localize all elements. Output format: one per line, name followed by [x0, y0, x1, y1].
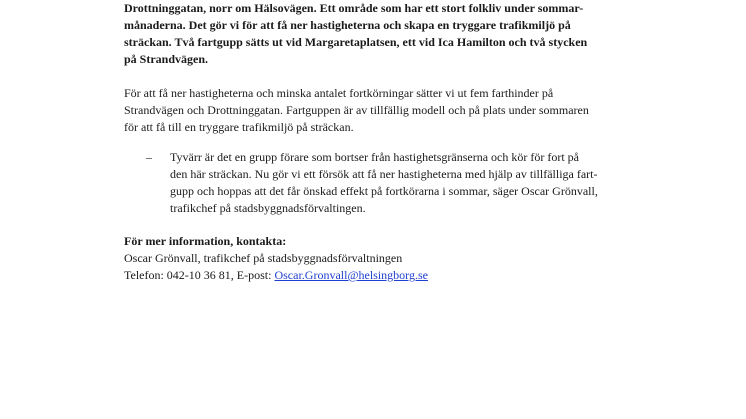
quote-line: Tyvärr är det en grupp förare som bortser från hastighetsgränserna och kör för fort på — [170, 150, 580, 164]
lead-line: Drottninggatan, norr om Hälsovägen. Ett område som har ett stort folkliv under sommar- — [124, 1, 584, 15]
contact-block — [124, 233, 649, 284]
quote-line: trafikchef på stadsbyggnadsförvaltingen. — [170, 201, 366, 215]
body-line: Strandvägen och Drottninggatan. Fartguppen är av tillfällig modell och på plats under sommaren — [124, 103, 589, 117]
quote-text — [170, 149, 650, 217]
lead-line: sträckan. Två fartgupp sätts ut vid Margaretaplatsen, ett vid Ica Hamilton och två stycken — [124, 35, 588, 49]
contact-phone-line — [124, 267, 649, 284]
body-line: för att få till en tryggare trafikmiljö på sträckan. — [124, 120, 354, 134]
quote-line: den här sträckan. Nu gör vi ett försök att få ner hastigheterna med hjälp av tillfälliga fart- — [170, 167, 598, 181]
lead-paragraph — [124, 0, 649, 68]
quote-dash: – — [146, 150, 152, 164]
lead-line: på Strandvägen. — [124, 52, 209, 66]
body-line: För att få ner hastigheterna och minska antalet fortkörningar sätter vi ut fem farthinder på — [124, 86, 554, 100]
contact-name: Oscar Grönvall, trafikchef på stadsbyggnadsförvaltningen — [124, 251, 403, 265]
contact-heading: För mer information, kontakta: — [124, 234, 287, 248]
lead-line: månaderna. Det gör vi för att få ner hastigheterna och skapa en tryggare trafikmiljö på — [124, 18, 571, 32]
contact-email-link[interactable]: Oscar.Gronvall@helsingborg.se — [274, 268, 428, 282]
quote-line: gupp och hoppas att det får önskad effekt på fortkörarna i sommar, säger Oscar Grönvall, — [170, 184, 598, 198]
body-paragraph — [124, 85, 649, 136]
contact-phone: Telefon: 042-10 36 81, E-post: — [124, 268, 275, 282]
